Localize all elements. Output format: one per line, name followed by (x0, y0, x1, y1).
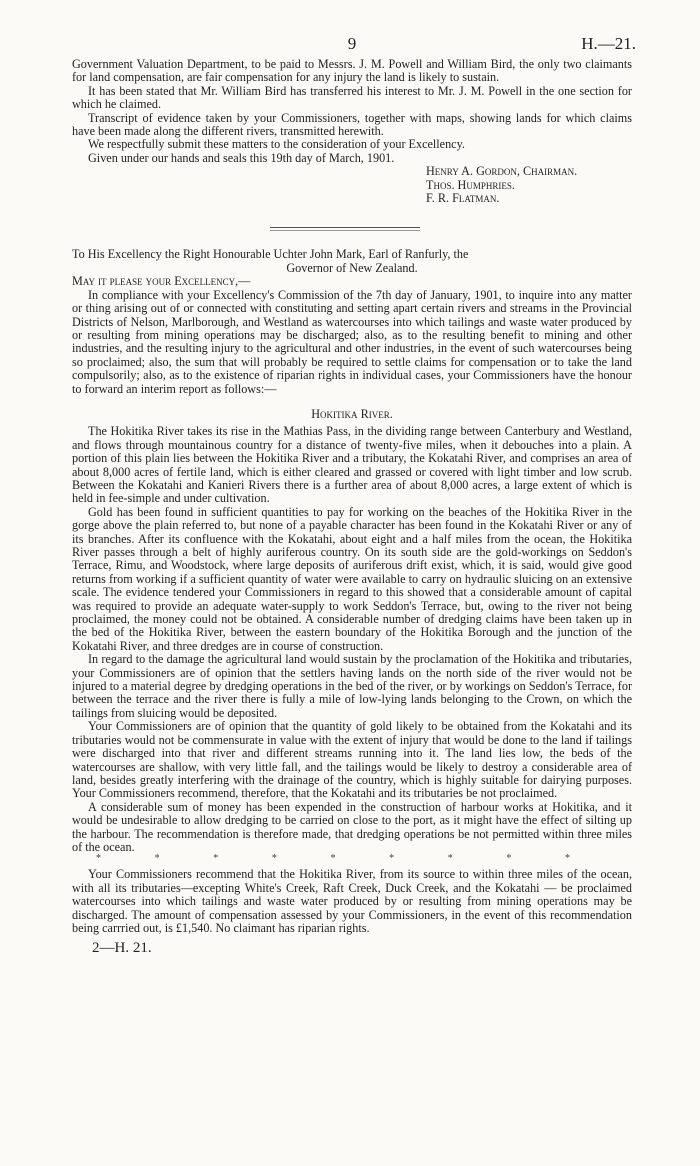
addressee-line-2: Governor of New Zealand. (286, 260, 418, 275)
page-footer: 2—H. 21. (92, 940, 152, 957)
body-paragraph: Your Commissioners are of opinion that the quantity of gold likely to be obtained from the Kokatahi and its tributaries would not be commensurate in value with the extent of injury that would be done to the land if tailings were discharged into that river and different streams running into it. The land lies low, the beds of the watercourses are shallow, with very little fall, and the tailings would be likely to destroy a considerable area of land, besides greatly interfering with the drainage of the country, which is highly suitable for dairying purposes. Your Commissioners recommend, therefore, that the Kokatahi and its tributaries be not proclaimed. (72, 719, 632, 801)
star: * (389, 853, 395, 865)
document-code: H.—21. (581, 34, 636, 53)
star: * (565, 853, 570, 865)
star: * (330, 853, 336, 865)
closing-paragraph: Your Commissioners recommend that the Hokitika River, from its source to within three miles of the ocean, with all its tributaries—excepting White's Creek, Raft Creek, Duck Creek, and the Kokatahi — be proclaimed watercourses into which tailings and waste water produced by or resulting from mining operations may be discharged. The amount of compensation assessed by your Commissioners, in the event of this recommendation being carrried out, is £1,540. No claimant has riparian rights. (72, 867, 632, 935)
signatory: Thos. Humphries. (426, 177, 515, 192)
addressee-line-1: To His Excellency the Right Honourable Uchter John Mark, Earl of Ranfurly, the (72, 247, 469, 262)
intro-paragraph: We respectfully submit these matters to the consideration of your Excellency. (88, 137, 465, 152)
section-heading: Hokitika River. (311, 406, 393, 421)
document-page (72, 0, 636, 957)
page-number: 9 (347, 34, 357, 53)
body-paragraph: In regard to the damage the agricultural land would sustain by the proclamation of the Hokitika and tributaries, your Commissioners are of opinion that the settlers having lands on the north side of the river would not be injured to a material degree by dredging operations in the bed of the river, or by workings on Seddon's Terrace, for between the terrace and the river there is fully a mile of low-lying lands belonging to the Crown, on which the tailings from sluicing would be deposited. (72, 652, 632, 720)
signatory: Henry A. Gordon, Chairman. (426, 164, 578, 179)
star: * (213, 853, 219, 865)
separator-stars (72, 854, 632, 864)
intro-paragraph: Given under our hands and seals this 19th day of March, 1901. (88, 150, 395, 165)
opening-paragraph: In compliance with your Excellency's Commission of the 7th day of January, 1901, to inquire into any matter or thing arising out of or connected with constituting and setting apart certain rivers and streams in the Provincial Districts of Nelson, Marlborough, and Westland as watercourses into which tailings and waste water produced by or resulting from mining operations may be discharged; also, as to the resulting benefit to mining and other industries, and the resulting injury to the agricultural and other industries, in the event of such watercourses being so proclaimed; also, the sum that will probably be required to settle claims for compensation or to take the land compulsorily; also, as to the existence of riparian rights in individual cases, your Commissioners have the honour to forward an interim report as follows:— (72, 287, 632, 396)
page-header (72, 0, 636, 58)
intro-paragraph: Government Valuation Department, to be paid to Messrs. J. M. Powell and William Bird, the only two claimants for land compensation, are fair compensation for any injury the land is likely to sustain. (72, 57, 632, 85)
intro-paragraph: It has been stated that Mr. William Bird has transferred his interest to Mr. J. M. Powell in the one section for which he claimed. (72, 83, 632, 112)
addressee (72, 248, 632, 275)
section-divider (270, 227, 420, 231)
star: * (271, 853, 277, 865)
star: * (96, 853, 101, 865)
star: * (154, 853, 160, 865)
intro-paragraph: Transcript of evidence taken by your Commissioners, together with maps, showing lands for which claims have been made along the different rivers, transmitted herewith. (72, 110, 632, 139)
star: * (506, 853, 512, 865)
body-paragraph: A considerable sum of money has been expended in the construction of harbour works at Hokitika, and it would be undesirable to allow dredging to be carried on close to the port, as it might have the effect of silting up the harbour. The recommendation is therefore made, that dredging operations be not permitted within three miles of the ocean. (72, 799, 632, 854)
signatory: F. R. Flatman. (426, 191, 500, 206)
body-paragraph: The Hokitika River takes its rise in the Mathias Pass, in the dividing range between Canterbury and Westland, and flows through mountainous country for a distance of twenty-five miles, when it debouches into a plain. A portion of this plain lies between the Hokitika River and a tributary, the Kokatahi River, and comprises an area of about 8,000 acres of fertile land, which is either cleared and grassed or covered with light timber and low scrub. Between the Kokatahi and Kanieri Rivers there is a further area of about 8,000 acres, a large extent of which is held in fee-simple and under cultivation. (72, 424, 632, 506)
salutation: May it please your Excellency,— (72, 274, 251, 289)
body-paragraph: Gold has been found in sufficient quantities to pay for working on the beaches of the Hokitika River in the gorge above the plain referred to, but none of a payable character has been found in the Kokatahi River or any of its branches. After its confluence with the Kokatahi, about eight and a half miles from the ocean, the Hokitika River passes through a belt of highly auriferous country. On its south side are the gold-workings on Seddon's Terrace, Rimu, and Woodstock, where large deposits of auriferous drift exist, which, it is said, would give good returns from working if a sufficient quantity of water were available to carry on hydraulic sluicing on an extensive scale. The evidence tendered your Commissioners in regard to this showed that a considerable amount of capital was required to provide an adequate water-supply to work Seddon's Terrace, but, owing to the river not being proclaimed, the money could not be obtained. A considerable number of dredging claims have been taken up in the bed of the Hokitika River, between the eastern boundary of the Hokitika Borough and the junction of the Kokatahi River, and three dredges are in course of construction. (72, 504, 632, 653)
star: * (447, 853, 453, 865)
